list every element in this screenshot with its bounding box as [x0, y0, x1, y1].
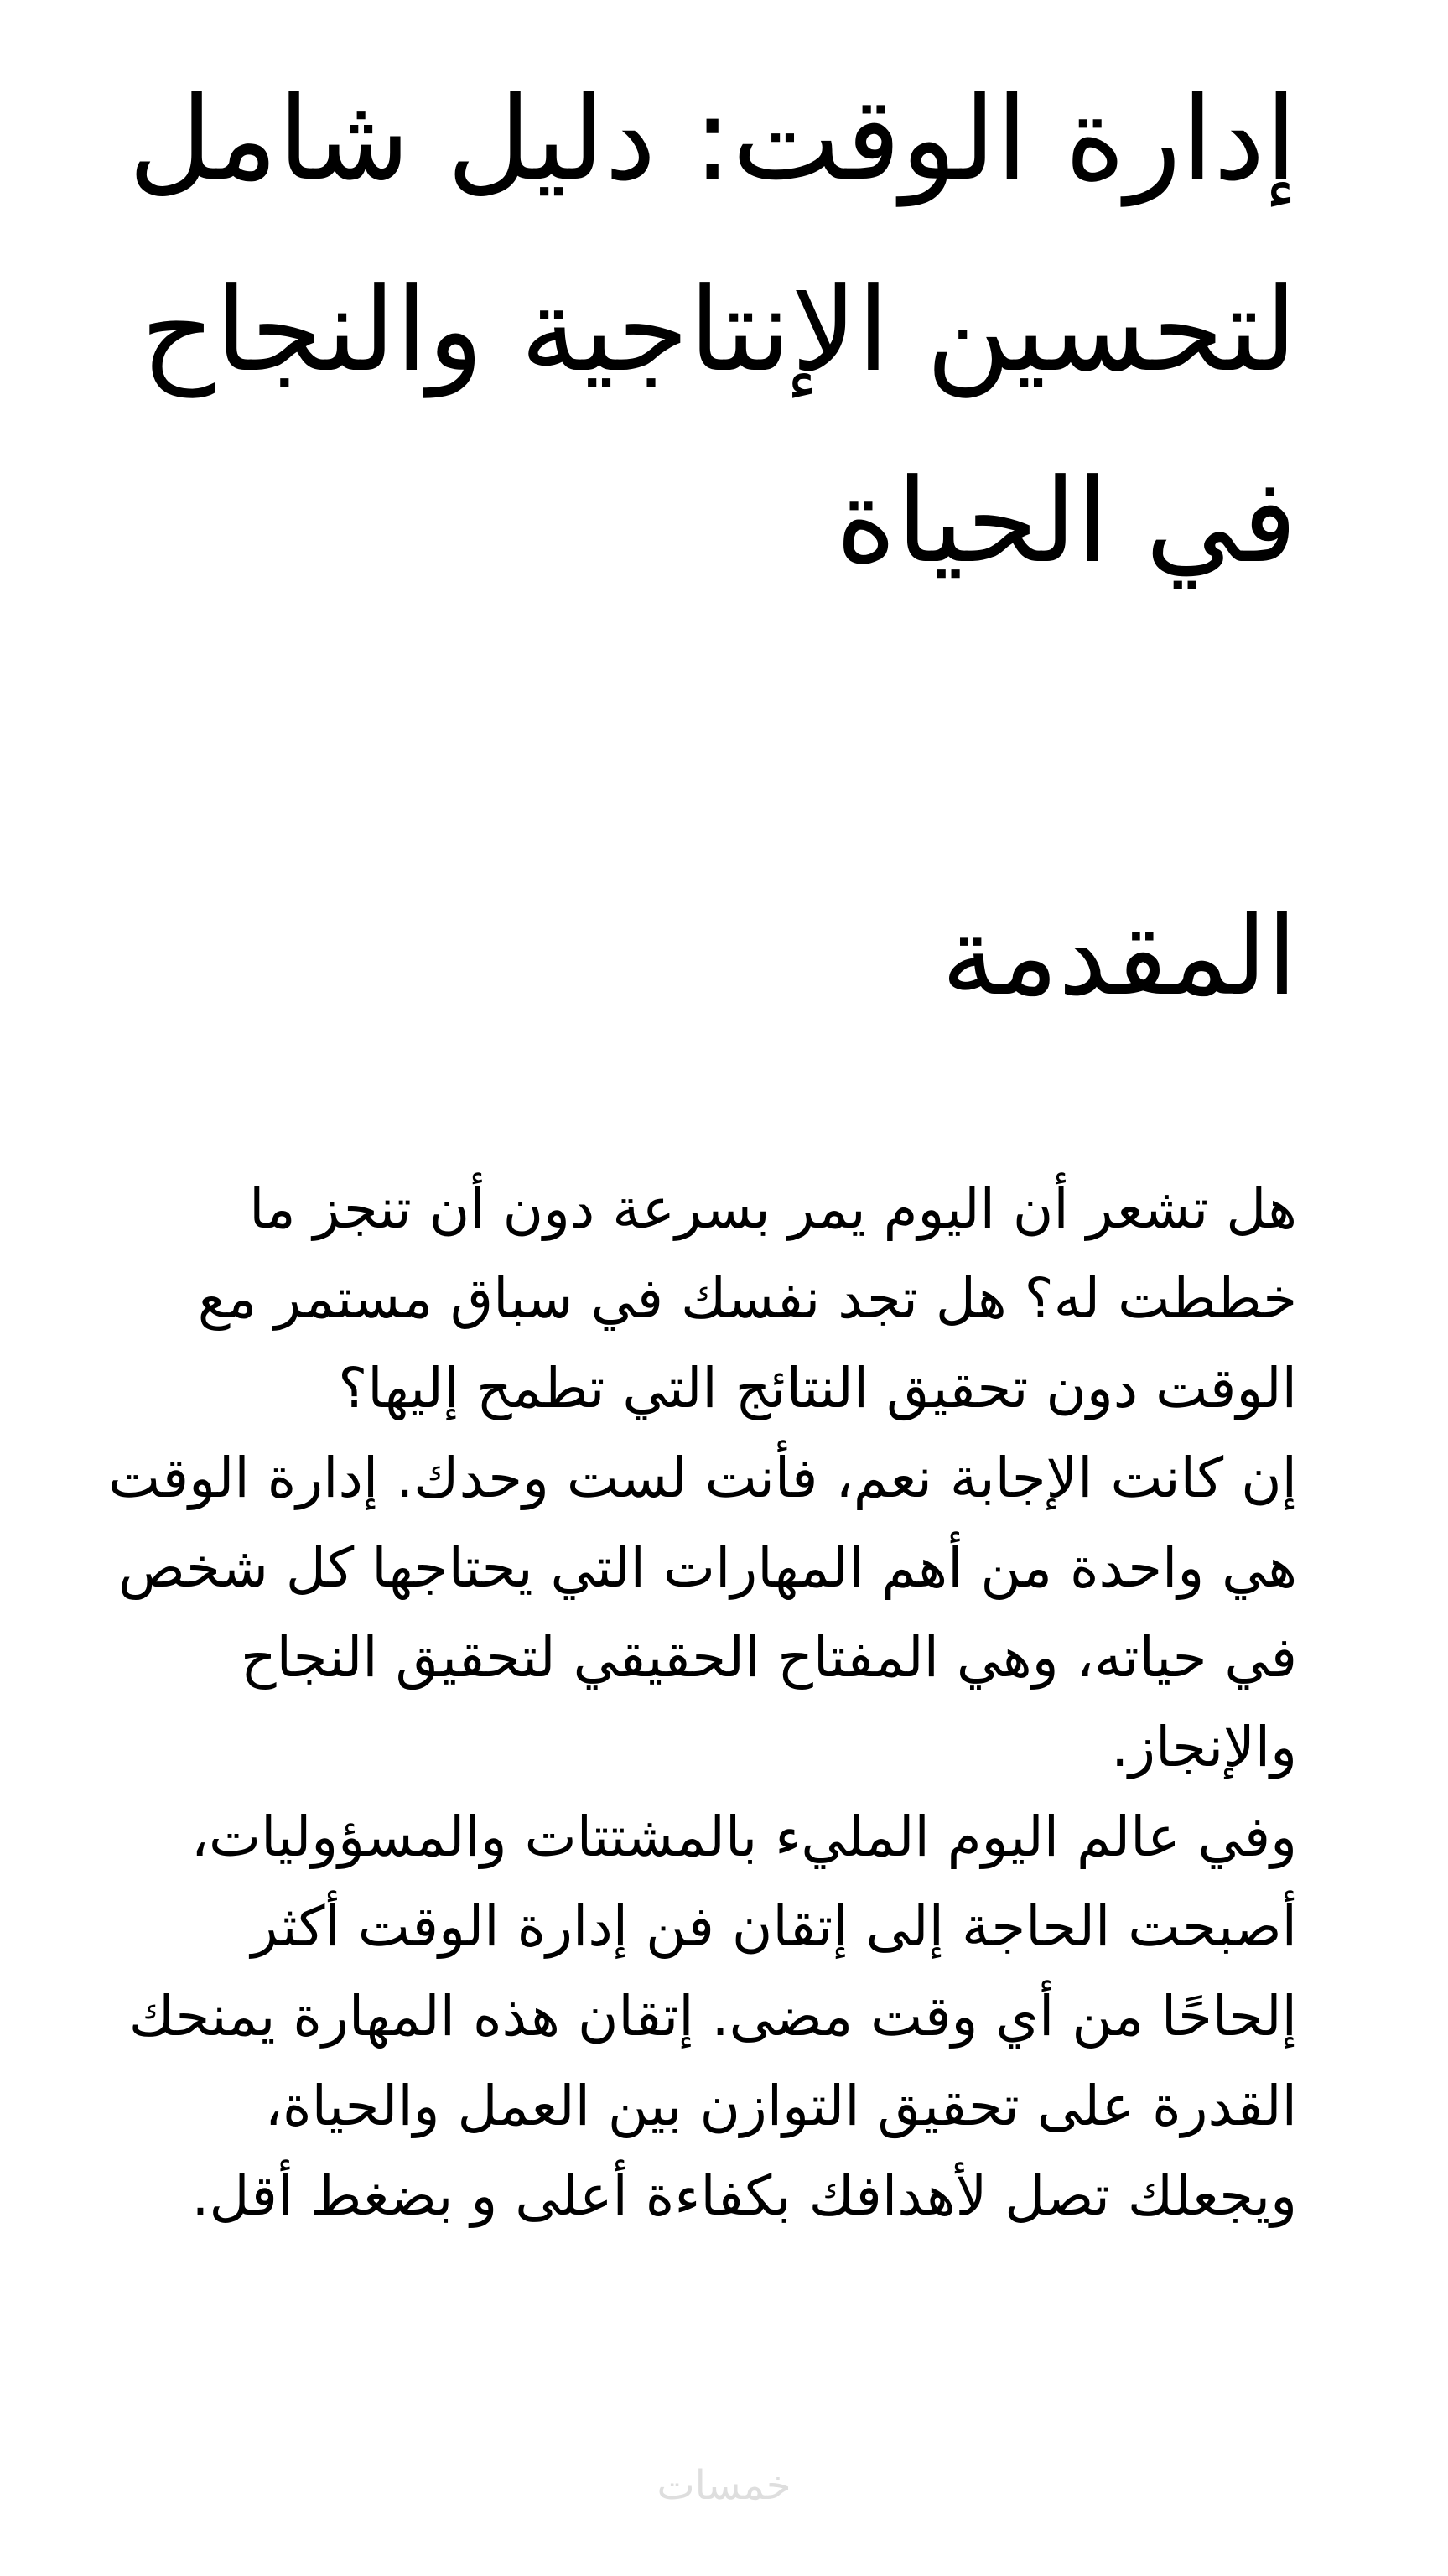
paragraph-1: هل تشعر أن اليوم يمر بسرعة دون أن تنجز ما خططت له؟ هل تجد نفسك في سباق مستمر مع الوقت دون تحقيق النتائج التي تطمح إليها؟: [197, 1176, 1297, 1420]
paragraph-2: إن كانت الإجابة نعم، فأنت لست وحدك. إدارة الوقت هي واحدة من أهم المهارات التي يحتاجها كل شخص في حياته، وهي المفتاح الحقيقي لتحقيق النجاح والإنجاز.: [107, 1446, 1297, 1779]
document-title: إدارة الوقت: دليل شامل لتحسين الإنتاجية والنجاح في الحياة: [127, 71, 1297, 589]
paragraph-3: وفي عالم اليوم المليء بالمشتتات والمسؤوليات، أصبحت الحاجة إلى إتقان فن إدارة الوقت أكثر إلحاحًا من أي وقت مضى. إتقان هذه المهارة يمنحك القدرة على تحقيق التوازن بين العمل والحياة، ويجعلك تصل لأهدافك بكفاءة أعلى و بضغط أقل.: [128, 1805, 1297, 2228]
section-heading-introduction: المقدمة: [941, 892, 1297, 1020]
introduction-body: [98, 1164, 1297, 2241]
watermark-logo: خمسات: [657, 2462, 791, 2509]
